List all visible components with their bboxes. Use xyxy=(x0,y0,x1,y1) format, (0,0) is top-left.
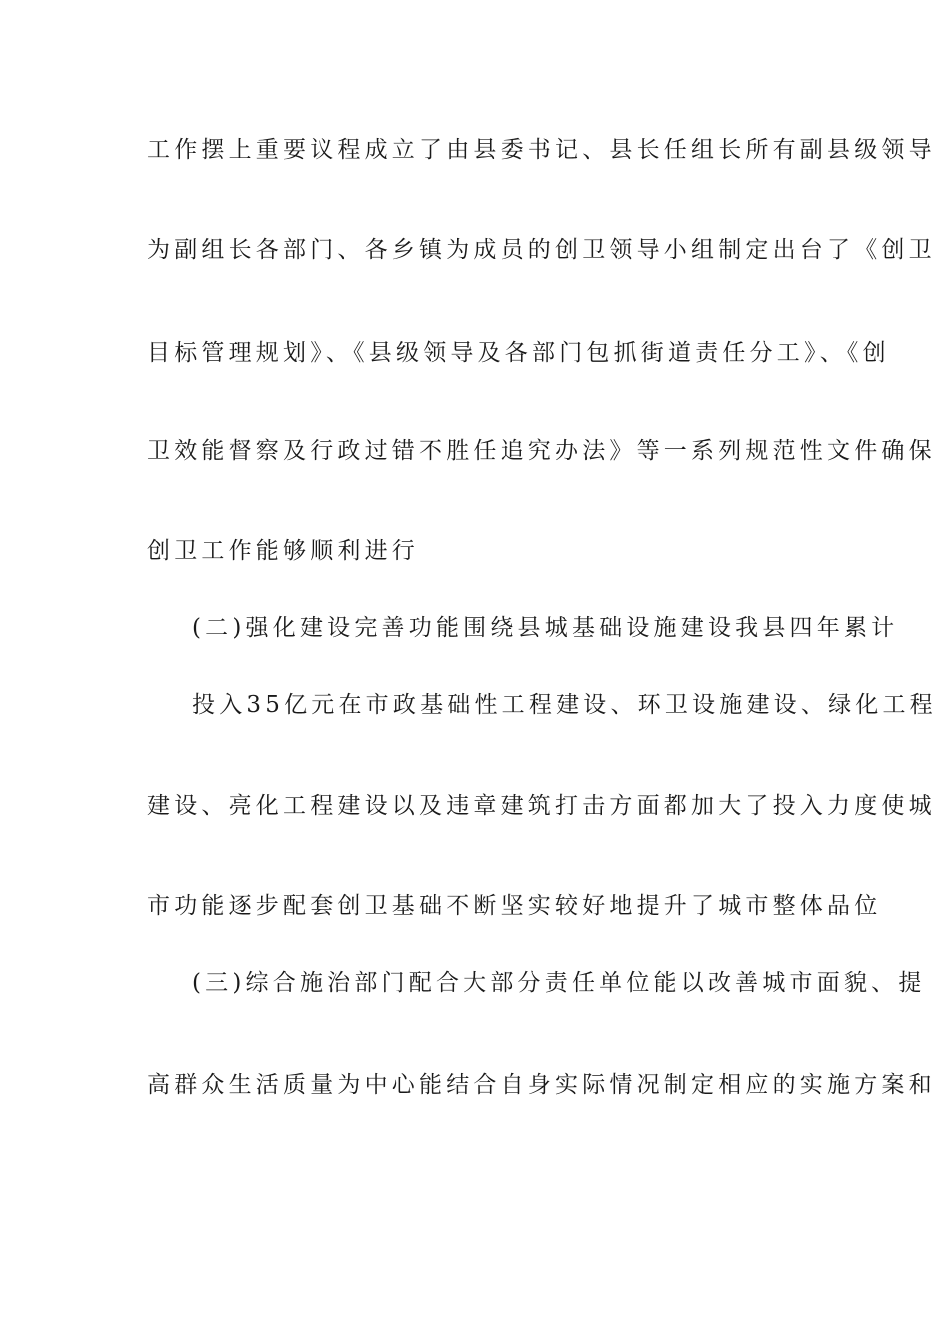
body-text-line: 卫效能督察及行政过错不胜任追究办法》等一系列规范性文件确保 xyxy=(147,438,936,464)
body-text-line: 高群众生活质量为中心能结合自身实际情况制定相应的实施方案和 xyxy=(147,1072,936,1098)
body-text-line: 投入35亿元在市政基础性工程建设、环卫设施建设、绿化工程 xyxy=(192,692,937,718)
section-heading-line: (三)综合施治部门配合大部分责任单位能以改善城市面貌、提 xyxy=(192,970,926,996)
section-heading-line: (二)强化建设完善功能围绕县城基础设施建设我县四年累计 xyxy=(192,615,899,641)
body-text-line: 为副组长各部门、各乡镇为成员的创卫领导小组制定出台了《创卫 xyxy=(147,237,936,263)
body-text-line: 目标管理规划》、《县级领导及各部门包抓街道责任分工》、《创 xyxy=(147,340,890,366)
body-text-line: 建设、亮化工程建设以及违章建筑打击方面都加大了投入力度使城 xyxy=(147,793,936,819)
body-text-line: 工作摆上重要议程成立了由县委书记、县长任组长所有副县级领导 xyxy=(147,137,936,163)
body-text-line: 市功能逐步配套创卫基础不断坚实较好地提升了城市整体品位 xyxy=(147,893,882,919)
body-text-line: 创卫工作能够顺利进行 xyxy=(147,538,419,564)
